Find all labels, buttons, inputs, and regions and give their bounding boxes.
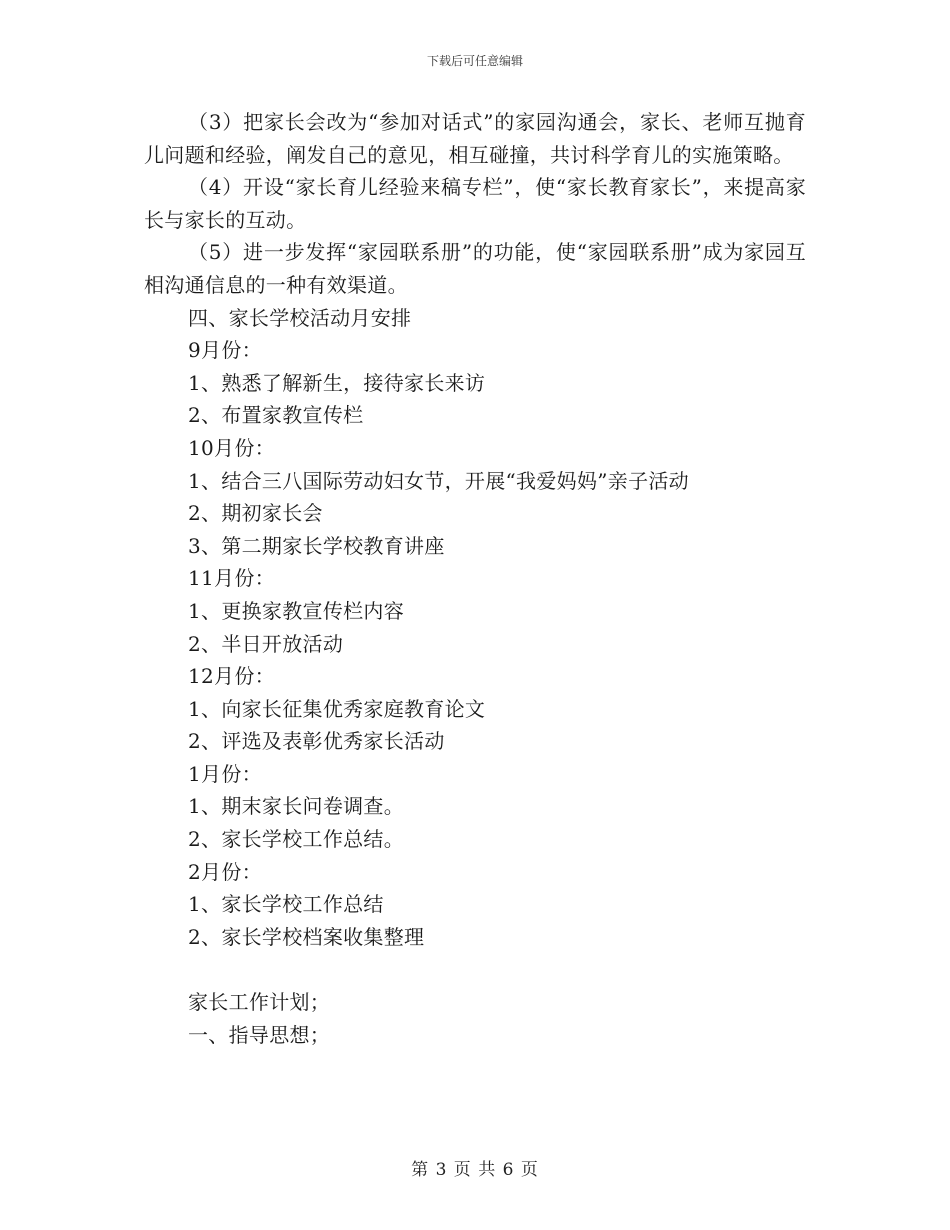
month-label-sep: 9月份： [188,338,262,363]
list-item: 3、第二期家长学校教育讲座 [188,533,445,558]
page-header-note: 下载后可任意编辑 [426,54,523,68]
list-item: 2、半日开放活动 [188,631,344,656]
paragraph-4: （4）开设“家长育儿经验来稿专栏”，使“家长教育家长”，来提高家长与家长的互动。 [144,175,806,232]
month-label-nov: 11月份： [188,566,275,591]
list-item: 1、熟悉了解新生，接待家长来访 [188,370,486,395]
section-heading-schedule: 四、家长学校活动月安排 [188,305,412,330]
month-label-oct: 10月份： [188,435,275,460]
list-item: 1、期末家长问卷调查。 [188,794,405,819]
month-label-jan: 1月份： [188,761,262,786]
list-item: 2、期初家长会 [188,501,323,526]
list-item: 2、布置家教宣传栏 [188,403,364,428]
list-item: 1、更换家教宣传栏内容 [188,598,405,623]
subheading-guiding-ideology: 一、指导思想； [188,1022,331,1047]
list-item: 1、结合三八国际劳动妇女节，开展“我爱妈妈”亲子活动 [188,468,689,493]
paragraph-3: （3）把家长会改为“参加对话式”的家园沟通会，家长、老师互抛育儿问题和经验，阐发自己的意见，相互碰撞，共讨科学育儿的实施策略。 [144,110,806,167]
list-item: 1、家长学校工作总结 [188,892,384,917]
list-item: 2、家长学校档案收集整理 [188,924,425,949]
list-item: 1、向家长征集优秀家庭教育论文 [188,696,486,721]
page-number: 第 3 页 共 6 页 [411,1160,539,1180]
month-label-feb: 2月份： [188,859,262,884]
list-item: 2、评选及表彰优秀家长活动 [188,729,445,754]
blank-line [144,953,806,986]
section-title-parent-work-plan: 家长工作计划； [188,990,331,1015]
list-item: 2、家长学校工作总结。 [188,827,405,852]
document-body [144,106,806,1051]
paragraph-5: （5）进一步发挥“家园联系册”的功能，使“家园联系册”成为家园互相沟通信息的一种有效渠道。 [144,240,806,297]
month-label-dec: 12月份： [188,664,275,689]
